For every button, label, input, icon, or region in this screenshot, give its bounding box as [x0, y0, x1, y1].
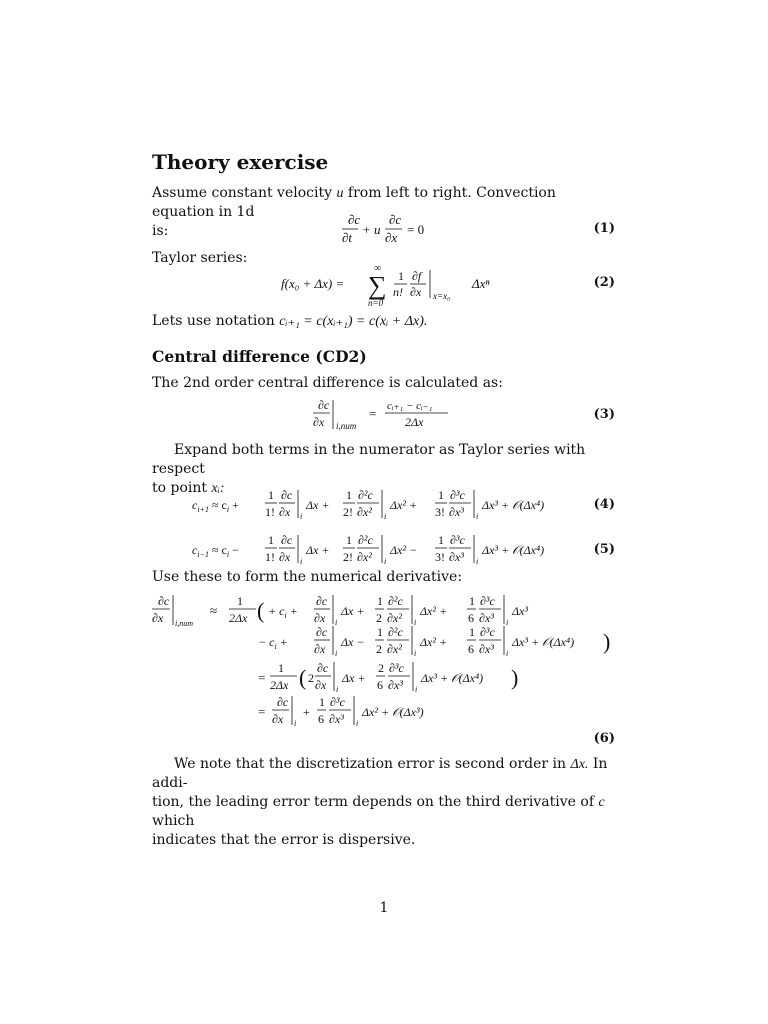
- page-number: 1: [379, 900, 389, 916]
- eq2-sum-bot: n=0: [368, 298, 384, 308]
- eq5-t3-tail: Δx³ + 𝒪(Δx⁴): [482, 543, 545, 557]
- eq6-l2-i1: i: [335, 649, 338, 658]
- eq6-l3-two: 2: [308, 671, 314, 685]
- equation-4-svg: [152, 486, 615, 524]
- eq6-l3-i1: i: [336, 685, 339, 694]
- eq6-l3-b: Δx +: [342, 671, 366, 685]
- eq5-t1-num: 1: [268, 533, 274, 547]
- eq6-l4-dc: ∂c: [277, 695, 289, 709]
- eq4-i-1: i: [300, 512, 303, 521]
- eq2-dx: ∂x: [410, 285, 422, 299]
- eq4-t1-num: 1: [268, 488, 274, 502]
- intro-text-a: Assume constant velocity: [152, 185, 332, 201]
- eq1-d: ∂c: [348, 212, 361, 227]
- eq1-rhs: = 0: [407, 222, 425, 237]
- eq6-open-paren-1: (: [257, 598, 265, 623]
- conclusion-l2-pre: tion, the leading error term depends on the third derivative of: [152, 794, 595, 810]
- equation-5-svg: [152, 531, 615, 569]
- equation-4: [152, 486, 615, 524]
- eq4-t1-den: 1!: [265, 505, 275, 519]
- taylor-label: Taylor series:: [152, 250, 248, 266]
- eq6-l2-dc: ∂c: [316, 625, 328, 639]
- conclusion-dx: Δx.: [570, 757, 589, 772]
- eq5-number: (5): [593, 542, 615, 557]
- conclusion-l3: indicates that the error is dispersive.: [152, 832, 416, 848]
- eq4-t1-dx: ∂x: [279, 505, 291, 519]
- notation-expr: cᵢ₊₁ = c(xᵢ₊₁) = c(xᵢ + Δx).: [279, 314, 428, 329]
- eq5-i-2: i: [384, 557, 387, 566]
- eq5-t1-dx: ∂x: [279, 550, 291, 564]
- intro-text-c: is:: [152, 223, 169, 239]
- eq2-df: ∂f: [412, 269, 422, 283]
- eq3-sub: i,num: [336, 421, 357, 431]
- eq6-l1-b: Δx +: [341, 604, 365, 618]
- eq4-t3-dc: ∂³c: [450, 488, 465, 502]
- eq5-t2-tail: Δx² −: [390, 543, 418, 557]
- eq2-sum-top: ∞: [374, 263, 382, 274]
- eq5-t3-den: 3!: [435, 550, 445, 564]
- expand-line-1: Expand both terms in the numerator as Taylor series with respect: [152, 442, 586, 477]
- eq6-lhs-dx: ∂x: [152, 611, 164, 625]
- eq6-l3-c: Δx³ + 𝒪(Δx⁴): [421, 671, 484, 685]
- eq6-l1-d2c: ∂²c: [388, 594, 403, 608]
- eq4-t2-dc: ∂²c: [358, 488, 373, 502]
- eq6-l1-den: 2Δx: [229, 611, 248, 625]
- eq3-numer: cᵢ₊₁ − cᵢ₋₁: [387, 400, 433, 412]
- eq4-t3-num: 1: [438, 488, 444, 502]
- eq6-l3-dx: ∂x: [315, 678, 327, 692]
- eq3-dc: ∂c: [318, 398, 330, 412]
- eq6-l2-d: Δx³ + 𝒪(Δx⁴): [512, 635, 575, 649]
- eq5-i-1: i: [300, 557, 303, 566]
- eq6-l1-i2: i: [414, 618, 417, 627]
- eq6-l4-one: 1: [319, 695, 325, 709]
- eq6-l4-eq: =: [258, 704, 266, 719]
- eq6-l1-half-num: 1: [377, 594, 383, 608]
- eq6-l2-i3: i: [506, 649, 509, 658]
- eq6-l1-one: 1: [237, 594, 243, 608]
- eq6-l3-eq: =: [258, 670, 266, 685]
- expand-line-2-pre: to point: [152, 480, 208, 496]
- eq6-l1-i1: i: [335, 618, 338, 627]
- eq4-i-3: i: [476, 512, 479, 521]
- equation-1: [152, 210, 615, 250]
- eq6-l1-sixth-den: 6: [468, 611, 474, 625]
- eq4-t3-tail: Δx³ + 𝒪(Δx⁴): [482, 498, 545, 512]
- eq6-l1-dx: ∂x: [314, 611, 326, 625]
- eq4-t3-dx: ∂x³: [449, 505, 464, 519]
- eq6-close-paren-1: ): [603, 629, 611, 654]
- equation-6-svg: [152, 590, 615, 750]
- equation-3: [152, 396, 615, 434]
- eq6-l4-i1: i: [294, 719, 297, 728]
- eq6-l1-dx2: ∂x²: [387, 611, 402, 625]
- equation-3-svg: [152, 396, 615, 434]
- eq4-t2-tail: Δx² +: [390, 498, 418, 512]
- eq6-l4-six: 6: [318, 712, 324, 726]
- eq3-dx: ∂x: [313, 415, 325, 429]
- eq5-t3-dx: ∂x³: [449, 550, 464, 564]
- eq6-l2-i2: i: [414, 649, 417, 658]
- eq6-lhs-dc: ∂c: [158, 594, 170, 608]
- equation-5: [152, 531, 615, 569]
- eq4-number: (4): [593, 497, 615, 512]
- equation-6: [152, 590, 615, 750]
- expand-xi: xᵢ:: [211, 481, 225, 496]
- eq2-lhs: f(x₀ + Δx) =: [281, 276, 345, 291]
- eq6-l2-b: Δx −: [341, 635, 365, 649]
- eq5-t2-num: 1: [346, 533, 352, 547]
- eq4-t1-dc: ∂c: [281, 488, 293, 502]
- eq6-l2-sixth-num: 1: [469, 625, 475, 639]
- eq6-l1-c: Δx² +: [420, 604, 448, 618]
- eq6-lhs-sub: i,num: [175, 619, 193, 628]
- eq6-l2-c: Δx² +: [420, 635, 448, 649]
- eq6-l1-sixth-num: 1: [469, 594, 475, 608]
- subsection-title: Central difference (CD2): [152, 347, 367, 366]
- conclusion-l1-pre: We note that the discretization error is second order in: [174, 756, 567, 772]
- eq6-l4-c: Δx² + 𝒪(Δx³): [362, 705, 424, 719]
- eq2-sigma: ∑: [368, 271, 387, 300]
- eq6-l4-dx3: ∂x³: [329, 712, 344, 726]
- eq6-l2-half-num: 1: [377, 625, 383, 639]
- eq6-l1-d: Δx³: [512, 604, 528, 618]
- equation-2: [152, 262, 615, 308]
- eq5-t2-dc: ∂²c: [358, 533, 373, 547]
- eq5-t2-den: 2!: [343, 550, 353, 564]
- eq6-l3-two-num: 2: [378, 661, 384, 675]
- eq6-l3-six-den: 6: [377, 678, 383, 692]
- eq6-l2-a: − $c_i$ +: [258, 635, 288, 651]
- eq4-t3-den: 3!: [435, 505, 445, 519]
- eq5-t1-den: 1!: [265, 550, 275, 564]
- eq1-d2: ∂c: [389, 212, 402, 227]
- equation-2-svg: [152, 262, 615, 308]
- eq1-dx: ∂x: [385, 230, 398, 245]
- eq2-number: (2): [593, 275, 615, 290]
- eq2-eval: x=x₀: [433, 291, 451, 301]
- eq6-l4-dx: ∂x: [272, 712, 284, 726]
- conclusion-paragraph: [152, 755, 615, 850]
- intro-text-b: from left to right. Convection equation in 1d: [152, 185, 556, 220]
- eq3-denom: 2Δx: [405, 415, 424, 429]
- eq5-i-3: i: [476, 557, 479, 566]
- eq6-l3-den: 2Δx: [270, 678, 289, 692]
- eq1-plus-u: + u: [362, 222, 381, 237]
- eq2-nfact: n!: [393, 285, 403, 299]
- eq6-l2-sixth-den: 6: [468, 642, 474, 656]
- eq6-l1-dc: ∂c: [316, 594, 328, 608]
- eq6-l3-dx3: ∂x³: [388, 678, 403, 692]
- eq4-t2-num: 1: [346, 488, 352, 502]
- eq6-l4-i2: i: [356, 719, 359, 728]
- eq6-l1-a: + $c_i$ +: [268, 604, 298, 620]
- cd-intro: The 2nd order central difference is calculated as:: [152, 375, 503, 391]
- eq3-eq: =: [369, 406, 377, 421]
- eq6-l2-d3c: ∂³c: [480, 625, 495, 639]
- eq1-dt: ∂t: [342, 230, 353, 245]
- eq2-tail: Δxⁿ: [472, 276, 490, 291]
- section-title: Theory exercise: [152, 150, 329, 174]
- conclusion-c: c: [598, 795, 605, 810]
- eq2-one: 1: [398, 269, 404, 283]
- eq6-l1-d3c: ∂³c: [480, 594, 495, 608]
- conclusion-l1-post: In addi-: [152, 756, 608, 791]
- eq5-t1-dc: ∂c: [281, 533, 293, 547]
- equation-1-svg: [152, 210, 615, 250]
- eq6-l3-d3c: ∂³c: [389, 661, 404, 675]
- eq6-l4-d3c: ∂³c: [330, 695, 345, 709]
- eq4-t2-dx: ∂x²: [357, 505, 372, 519]
- eq6-l2-d2c: ∂²c: [388, 625, 403, 639]
- eq5-t3-num: 1: [438, 533, 444, 547]
- eq6-l1-i3: i: [506, 618, 509, 627]
- eq6-l2-half-den: 2: [376, 642, 382, 656]
- eq6-l1-dx3: ∂x³: [479, 611, 494, 625]
- eq4-t1-tail: Δx +: [306, 498, 330, 512]
- eq6-l3-i2: i: [415, 685, 418, 694]
- eq4-lhs: $c_{i+1} \approx c_i$ +: [192, 498, 239, 514]
- eq6-l2-dx3: ∂x³: [479, 642, 494, 656]
- eq6-close-paren-2: ): [511, 665, 519, 690]
- eq3-number: (3): [593, 407, 615, 422]
- eq6-l3-dc: ∂c: [317, 661, 329, 675]
- eq4-t2-den: 2!: [343, 505, 353, 519]
- conclusion-l2-post: which: [152, 813, 195, 829]
- eq5-t3-dc: ∂³c: [450, 533, 465, 547]
- eq5-t1-tail: Δx +: [306, 543, 330, 557]
- eq6-l2-dx: ∂x: [314, 642, 326, 656]
- eq6-open-paren-2: (: [299, 665, 307, 690]
- velocity-symbol: u: [336, 186, 344, 201]
- notation-line: [152, 312, 615, 331]
- eq4-i-2: i: [384, 512, 387, 521]
- eq6-approx: ≈: [210, 603, 218, 618]
- use-these-text: Use these to form the numerical derivative:: [152, 569, 463, 585]
- notation-pre: Lets use notation: [152, 313, 275, 329]
- eq6-number: (6): [593, 731, 615, 746]
- eq5-lhs: $c_{i-1} \approx c_i$ −: [192, 543, 239, 559]
- eq5-t2-dx: ∂x²: [357, 550, 372, 564]
- eq6-l2-dx2: ∂x²: [387, 642, 402, 656]
- eq6-l1-half-den: 2: [376, 611, 382, 625]
- eq6-l3-one: 1: [278, 661, 284, 675]
- eq1-number: (1): [593, 221, 615, 236]
- eq6-l4-plus: +: [303, 705, 310, 719]
